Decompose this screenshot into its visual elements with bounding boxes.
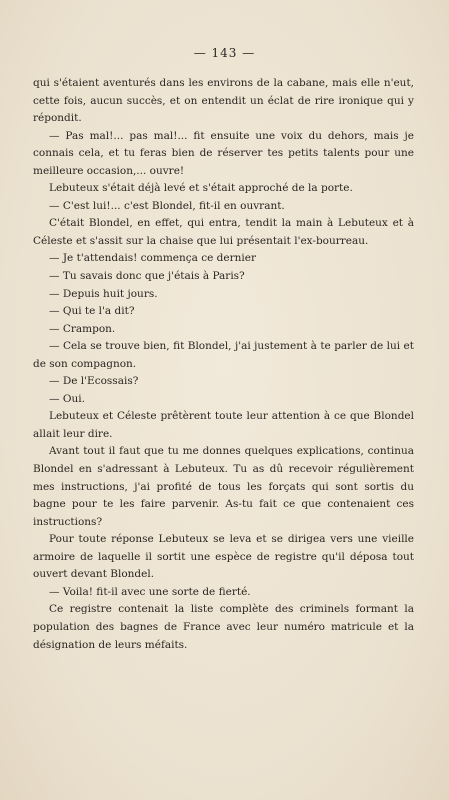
- paragraph: — Oui.: [49, 392, 85, 405]
- paragraph: — Crampon.: [49, 322, 116, 335]
- paragraph: Lebuteux s'était déjà levé et s'était approché de la porte.: [49, 182, 353, 195]
- paragraph: — Depuis huit jours.: [49, 287, 158, 300]
- paragraph: — Voila! fit-il avec une sorte de fierté.: [49, 585, 251, 598]
- paragraph: qui s'étaient aventurés dans les environs de la cabane, mais elle n'eut, cette fois, aucun succès, et on entendit un éclat de rire ironique qui y répondit.: [33, 77, 414, 125]
- page-number: — 143 —: [193, 46, 256, 60]
- paragraph: Ce registre contenait la liste complète des criminels formant la population des bagnes de France avec leur numéro matricule et la désignation de leurs méfaits.: [33, 603, 414, 651]
- paragraph: — C'est lui!... c'est Blondel, fit-il en ouvrant.: [49, 199, 285, 212]
- paragraph: Avant tout il faut que tu me donnes quelques explications, continua Blondel en s'adressant à Lebuteux. Tu as dû recevoir régulièrement mes instructions, j'ai profité de tous les forçats qui sont sortis du bagne pour te les faire parvenir. As-tu fait ce que contenaient ces instructions?: [33, 445, 414, 528]
- paragraph: — De l'Ecossais?: [49, 375, 139, 388]
- paragraph: C'était Blondel, en effet, qui entra, tendit la main à Lebuteux et à Céleste et s'assit sur la chaise que lui présentait l'ex-bourreau.: [33, 217, 414, 247]
- paragraph: Lebuteux et Céleste prêtèrent toute leur attention à ce que Blondel allait leur dire.: [33, 410, 414, 440]
- body-text: [33, 75, 414, 654]
- paragraph: Pour toute réponse Lebuteux se leva et se dirigea vers une vieille armoire de laquelle il sortit une espèce de registre qu'il déposa tout ouvert devant Blondel.: [33, 533, 414, 581]
- paragraph: — Cela se trouve bien, fit Blondel, j'ai justement à te parler de lui et de son compagnon.: [33, 340, 414, 370]
- paragraph: — Je t'attendais! commença ce dernier: [49, 252, 256, 265]
- paragraph: — Qui te l'a dit?: [49, 305, 135, 318]
- paragraph: — Pas mal!... pas mal!... fit ensuite une voix du dehors, mais je connais cela, et tu feras bien de réserver tes petits talents pour une meilleure occasion,... ouvre!: [33, 129, 414, 177]
- paragraph: — Tu savais donc que j'étais à Paris?: [49, 270, 245, 283]
